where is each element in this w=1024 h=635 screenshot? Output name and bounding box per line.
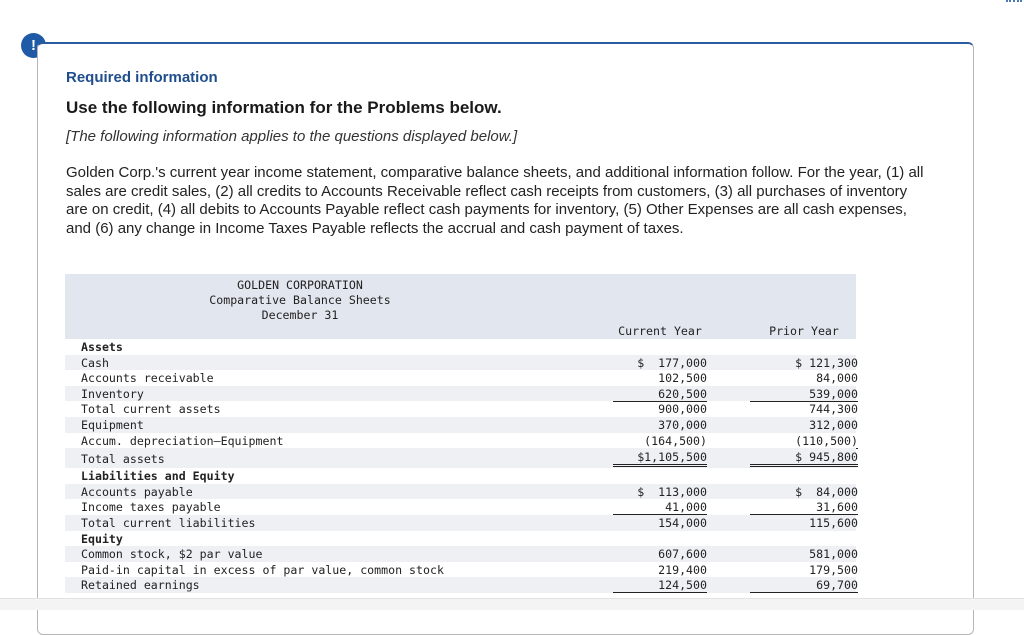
prior-value: 312,000 — [809, 417, 858, 432]
row-label: Total current liabilities — [81, 515, 256, 530]
current-value: 41,000 — [613, 500, 707, 515]
table-row — [65, 433, 856, 449]
table-row — [65, 355, 856, 371]
row-label: Accounts payable — [81, 484, 193, 499]
table-row — [65, 562, 856, 578]
current-value: $ 113,000 — [637, 484, 707, 499]
row-label: Income taxes payable — [81, 500, 221, 515]
table-row — [65, 370, 856, 386]
statement-date: December 31 — [261, 308, 339, 322]
row-label: Total current assets — [81, 402, 221, 417]
required-information-heading: Required information — [66, 69, 218, 86]
prior-value: (110,500) — [750, 434, 858, 449]
table-row — [65, 339, 856, 355]
current-value: 219,400 — [658, 562, 707, 577]
current-value: 900,000 — [658, 402, 707, 417]
row-label: Retained earnings — [81, 578, 200, 593]
row-label: Cash — [81, 355, 109, 370]
row-label: Inventory — [81, 386, 144, 401]
table-row — [65, 417, 856, 433]
table-row — [65, 515, 856, 531]
row-label: Equipment — [81, 417, 144, 432]
statement-title: Comparative Balance Sheets — [209, 293, 391, 307]
row-label: Accounts receivable — [81, 371, 214, 386]
current-value: 124,500 — [613, 578, 707, 593]
table-row — [65, 499, 856, 515]
table-header — [65, 274, 856, 339]
current-value: 607,600 — [658, 547, 707, 562]
prior-value: 179,500 — [809, 562, 858, 577]
row-label: Paid-in capital in excess of par value, common stock — [81, 562, 444, 577]
current-value: 102,500 — [658, 371, 707, 386]
row-label: Common stock, $2 par value — [81, 547, 263, 562]
description-paragraph: Golden Corp.'s current year income statement, comparative balance sheets, and additional information follow. For the year, (1) all sales are credit sales, (2) all credits to Accounts Receivable reflect cash receipts from customers, (3) all purchases of inventory are on credit, (4) all debits to Accounts Payable reflect cash payments for inventory, (5) Other Expenses are all cash expenses, and (6) any change in Income Taxes Payable reflects the accrual and cash payment of taxes. — [66, 164, 924, 237]
prior-value: $ 84,000 — [795, 484, 858, 499]
prior-value: 84,000 — [816, 371, 858, 386]
row-label: Accum. depreciation—Equipment — [81, 433, 284, 448]
bottom-edge — [0, 598, 1024, 610]
prior-value: 31,600 — [750, 500, 858, 515]
table-row — [65, 448, 856, 468]
prior-value: $ 945,800 — [750, 450, 858, 467]
row-label: Equity — [81, 531, 123, 546]
prior-value: 115,600 — [809, 515, 858, 530]
table-row — [65, 577, 856, 593]
row-label: Total assets — [81, 452, 165, 467]
balance-sheet-table — [65, 274, 856, 593]
current-value: 620,500 — [613, 387, 707, 402]
current-value: (164,500) — [613, 434, 707, 449]
company-name: GOLDEN CORPORATION — [237, 278, 363, 292]
info-note: [The following information applies to the questions displayed below.] — [66, 128, 518, 145]
table-row — [65, 401, 856, 417]
prior-value: 581,000 — [809, 547, 858, 562]
current-value: 154,000 — [658, 515, 707, 530]
current-value: $1,105,500 — [613, 450, 707, 467]
prior-value: 539,000 — [750, 387, 858, 402]
table-row — [65, 468, 856, 484]
col-prior-year: Prior Year — [769, 324, 839, 338]
row-label: Liabilities and Equity — [81, 469, 235, 484]
table-row — [65, 546, 856, 562]
table-row — [65, 386, 856, 402]
table-row — [65, 484, 856, 500]
alert-icon: ! — [21, 33, 46, 58]
row-label: Assets — [81, 340, 123, 354]
current-value: 370,000 — [658, 417, 707, 432]
instructions-heading: Use the following information for the Problems below. — [66, 98, 502, 117]
prior-value: 744,300 — [809, 402, 858, 417]
corner-dots-icon — [1006, 0, 1022, 6]
prior-value: 69,700 — [750, 578, 858, 593]
col-current-year: Current Year — [618, 324, 702, 338]
required-info-card — [37, 42, 974, 635]
current-value: $ 177,000 — [637, 355, 707, 370]
table-row — [65, 531, 856, 547]
prior-value: $ 121,300 — [795, 355, 858, 370]
